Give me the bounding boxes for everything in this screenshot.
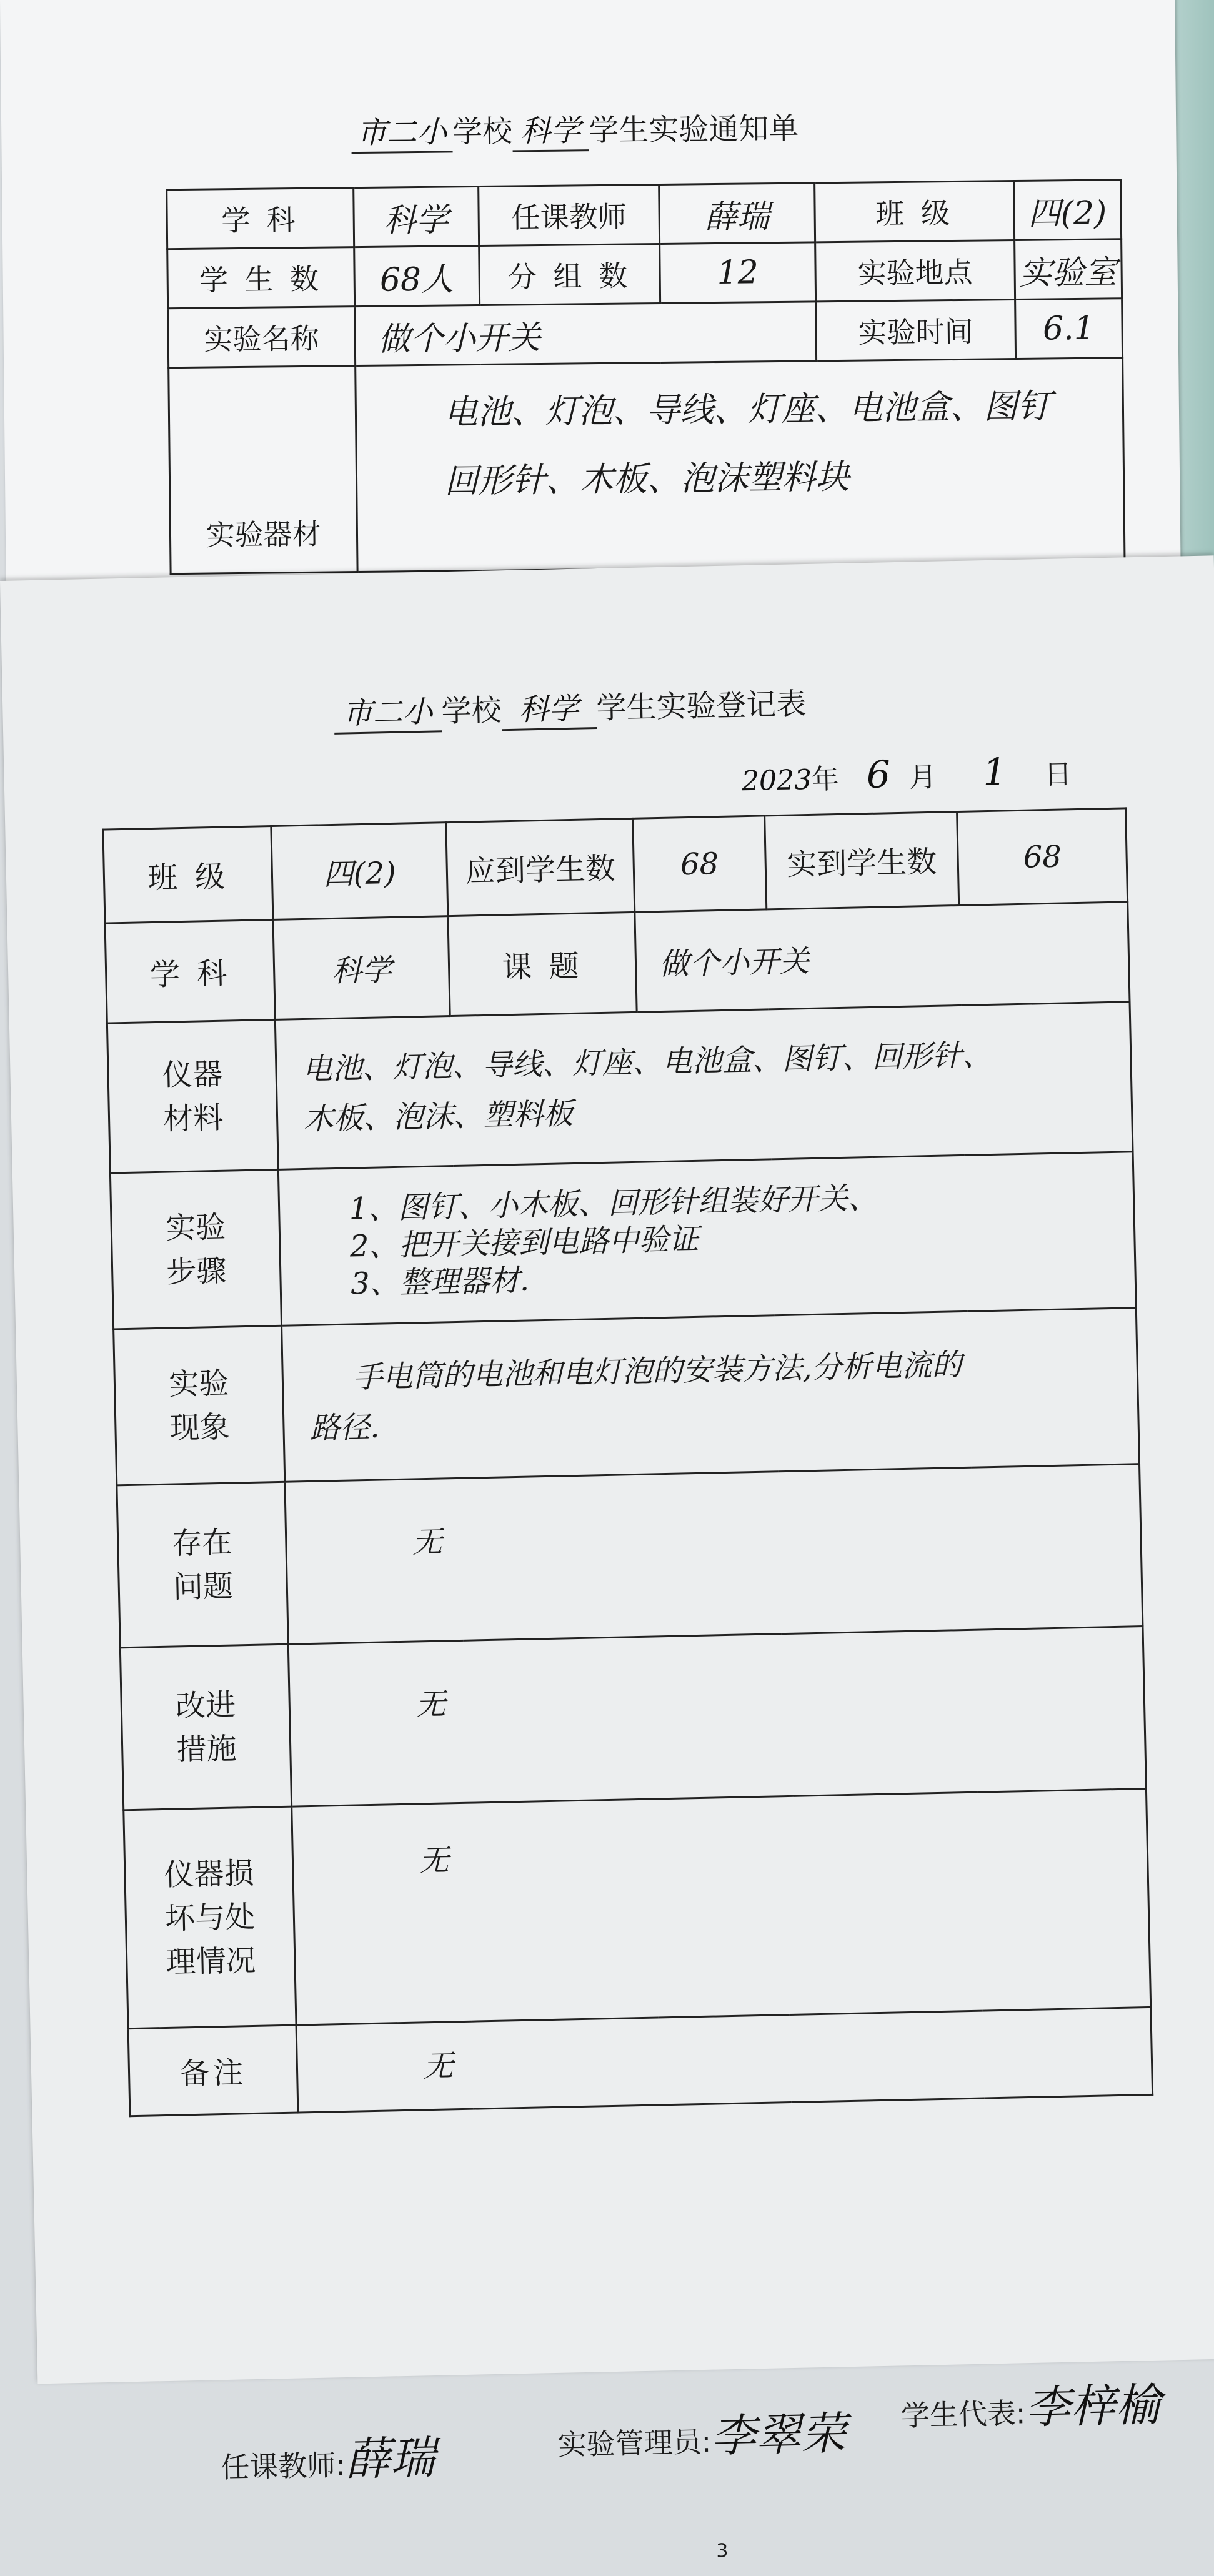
reg-phenomenon-line2: 路径. bbox=[309, 1409, 380, 1446]
reg-subject-value: 科学 bbox=[273, 916, 450, 1020]
date-day: 1 bbox=[982, 750, 1007, 795]
sig-student-name: 李梓榆 bbox=[1025, 2378, 1161, 2434]
reg-actual-value: 68 bbox=[957, 808, 1128, 906]
reg-phenomenon-value bbox=[282, 1308, 1139, 1482]
reg-materials-line1: 电池、灯泡、导线、灯座、电池盒、图钉、回形针、 bbox=[302, 1037, 993, 1087]
reg-problems-label bbox=[117, 1482, 289, 1648]
notice-equipment-label: 实验器材 bbox=[169, 366, 357, 574]
notice-teacher-value: 薛瑞 bbox=[659, 183, 815, 244]
sig-student-label: 学生代表: bbox=[900, 2396, 1026, 2433]
notice-location-label: 实验地点 bbox=[815, 240, 1015, 302]
reg-class-value: 四(2) bbox=[271, 823, 448, 920]
reg-phenomenon-line1: 手电筒的电池和电灯泡的安装方法,分析电流的 bbox=[352, 1347, 962, 1395]
sig-student bbox=[900, 2369, 1161, 2439]
reg-improve-label-2: 措施 bbox=[176, 1730, 237, 1767]
reg-step-1: 1、图钉、小木板、回形针组装好开关、 bbox=[349, 1180, 878, 1227]
reg-materials-label-2: 材料 bbox=[162, 1100, 224, 1137]
register-date bbox=[741, 749, 1072, 800]
reg-problems-value: 无 bbox=[285, 1464, 1143, 1645]
notice-exp-name-label: 实验名称 bbox=[168, 307, 355, 368]
reg-problems-label-2: 问题 bbox=[172, 1568, 234, 1605]
sig-teacher-label: 任课教师: bbox=[220, 2448, 346, 2485]
notice-groups-value: 12 bbox=[659, 242, 816, 304]
date-day-unit: 日 bbox=[1043, 758, 1072, 791]
reg-expected-value: 68 bbox=[633, 816, 767, 912]
reg-damage-label bbox=[124, 1806, 297, 2029]
notice-equipment-line1: 电池、灯泡、导线、灯座、电池盒、图钉 bbox=[444, 386, 1052, 432]
reg-remarks-label: 备注 bbox=[128, 2025, 298, 2116]
notice-sheet bbox=[0, 0, 1181, 625]
notice-subject-value: 科学 bbox=[353, 186, 479, 247]
date-month-unit: 月 bbox=[908, 761, 937, 794]
notice-equipment-line2: 回形针、木板、泡沫塑料块 bbox=[444, 457, 850, 501]
register-table bbox=[102, 807, 1153, 2117]
reg-improve-label bbox=[120, 1644, 292, 1810]
reg-step-2: 2、把开关接到电路中验证 bbox=[349, 1221, 699, 1264]
reg-damage-label-1: 仪器损 bbox=[164, 1855, 255, 1893]
reg-damage-label-3: 理情况 bbox=[166, 1943, 257, 1980]
notice-class-value: 四(2) bbox=[1013, 180, 1121, 240]
notice-school-word: 学校 bbox=[452, 114, 513, 150]
reg-improve-value: 无 bbox=[289, 1627, 1147, 1807]
notice-exp-name-value: 做个小开关 bbox=[354, 302, 817, 366]
reg-phenomenon-label-2: 现象 bbox=[169, 1409, 231, 1446]
notice-school: 市二小 bbox=[351, 107, 453, 154]
reg-damage-label-2: 坏与处 bbox=[164, 1899, 256, 1936]
notice-equipment-value bbox=[355, 358, 1125, 572]
reg-materials-line2: 木板、泡沫、塑料板 bbox=[303, 1096, 574, 1137]
notice-table bbox=[166, 179, 1125, 575]
notice-teacher-label: 任课教师 bbox=[479, 184, 660, 245]
register-school-word: 学校 bbox=[440, 693, 502, 730]
reg-steps-label bbox=[110, 1169, 282, 1329]
page-number: 3 bbox=[715, 2540, 729, 2562]
sig-admin-label: 实验管理员: bbox=[557, 2424, 712, 2462]
reg-damage-value: 无 bbox=[292, 1789, 1151, 2026]
reg-problems-label-1: 存在 bbox=[171, 1525, 233, 1562]
notice-subject-label: 学 科 bbox=[167, 188, 354, 249]
reg-phenomenon-label bbox=[114, 1325, 286, 1485]
register-subject: 科学 bbox=[501, 684, 597, 731]
notice-exp-time-label: 实验时间 bbox=[816, 300, 1015, 361]
reg-steps-label-2: 步骤 bbox=[166, 1253, 227, 1290]
date-year-unit: 年 bbox=[811, 763, 840, 796]
notice-title-suffix: 学生实验通知单 bbox=[588, 111, 799, 149]
date-month: 6 bbox=[866, 753, 891, 798]
notice-groups-label: 分 组 数 bbox=[479, 244, 660, 305]
reg-materials-label bbox=[107, 1019, 278, 1173]
register-title-suffix: 学生实验登记表 bbox=[595, 686, 807, 726]
sig-admin bbox=[557, 2397, 847, 2468]
reg-materials-label-1: 仪器 bbox=[162, 1056, 223, 1093]
register-sheet bbox=[0, 555, 1214, 2562]
reg-topic-label: 课 题 bbox=[448, 912, 637, 1016]
reg-phenomenon-label-1: 实验 bbox=[168, 1365, 229, 1402]
notice-location-value: 实验室 bbox=[1014, 239, 1122, 300]
reg-actual-label: 实到学生数 bbox=[764, 811, 959, 909]
reg-class-label: 班 级 bbox=[103, 826, 274, 923]
notice-students-value: 68人 bbox=[354, 245, 480, 306]
reg-expected-label: 应到学生数 bbox=[446, 818, 635, 916]
sig-admin-name: 李翠荣 bbox=[710, 2407, 847, 2462]
reg-steps-label-1: 实验 bbox=[165, 1209, 226, 1246]
reg-topic-value: 做个小开关 bbox=[635, 902, 1130, 1012]
notice-class-label: 班 级 bbox=[815, 181, 1014, 242]
notice-students-label: 学 生 数 bbox=[167, 247, 354, 309]
notice-exp-time-value: 6.1 bbox=[1015, 299, 1122, 359]
register-school: 市二小 bbox=[334, 687, 442, 735]
reg-subject-label: 学 科 bbox=[105, 919, 276, 1023]
date-year: 2023 bbox=[741, 763, 812, 798]
notice-subject: 科学 bbox=[512, 106, 589, 152]
sig-teacher bbox=[220, 2421, 436, 2490]
reg-steps-value bbox=[279, 1152, 1136, 1326]
reg-improve-label-1: 改进 bbox=[175, 1687, 236, 1724]
notice-title bbox=[351, 104, 799, 154]
reg-step-3: 3、整理器材. bbox=[350, 1262, 530, 1301]
reg-remarks-value: 无 bbox=[297, 2007, 1153, 2113]
reg-materials-value bbox=[276, 1002, 1133, 1170]
sig-teacher-name: 薛瑞 bbox=[344, 2431, 436, 2486]
register-title bbox=[334, 680, 807, 735]
